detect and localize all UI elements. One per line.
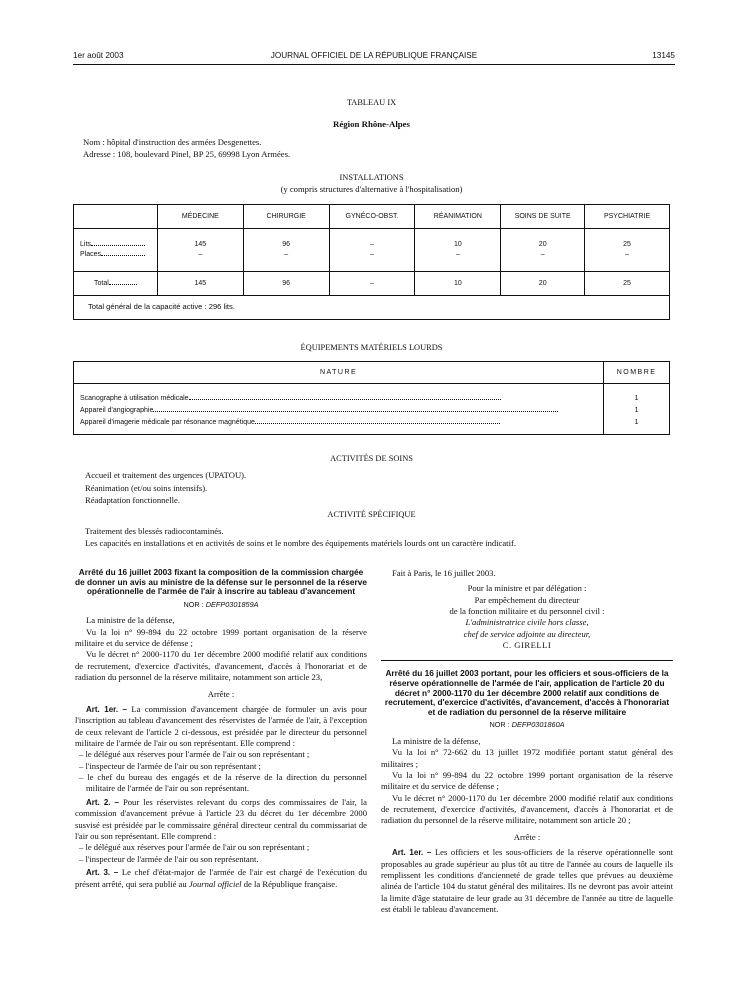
table-cell: 10 – [415,229,501,272]
arrete-title: Arrêté du 16 juillet 2003 portant, pour les officiers et sous-officiers de la réserve opérationnelle de l'armée de l'air, application de l'article 20 du décret n° 2000-1170 du 1er décembre 2000 relatif aux conditions de recrutement, d'exercice d'activités, d'avancement, d'accès à l'honorariat et de radiation du personnel de la réserve militaire [384,668,670,717]
table-cell: 25 – [585,229,670,272]
table-cell: 10 [415,272,501,296]
equipements-labels [74,384,604,435]
arrete-left-column [75,568,367,890]
article-1: Art. 1er. – Les officiers et les sous-officiers de la réserve opérationnelle sont proposables au grade supérieur au plus tôt au titre de l'année au cours de laquelle ils remplissent les conditions d'ancienneté de grade telles que prévues au deuxième alinéa de l'article 104 du statut général des militaires. Ils ne devront pas avoir atteint la limite d'âge statutaire de leur grade au 31 décembre de l'année au titre de laquelle est établi le tableau d'avancement. [381,847,674,915]
paragraph: Vu le décret n° 2000-1170 du 1er décembre 2000 modifié relatif aux conditions de recrutement, d'exercice d'activités, d'avancement, d'accès à l'honorariat et de radiation du personnel de la réserve militaire, notamment son article 20 ; [381,792,673,826]
table-cell: 25 [585,272,670,296]
list-item: Réadaptation fonctionnelle. [85,495,180,506]
equipements-body-row [74,384,670,435]
list-item: Réanimation (et/ou soins intensifs). [85,482,208,493]
paragraph: Vu le décret n° 2000-1170 du 1er décembre 2000 modifié relatif aux conditions de recrutement, d'exercice d'activités, d'avancement, d'accès à l'honorariat et de radiation du personnel de la réserve militaire, notamment son article 23, [75,649,367,683]
equipements-table [73,361,670,435]
indicative-note: Les capacités en installations et en activités de soins et le nombre des équipements matériels lourds ont un caractère indicatif. [85,538,516,548]
paragraph: Vu la loi n° 72-662 du 13 juillet 1972 modifiée portant statut général des militaires ; [381,747,673,769]
header-journal-title: JOURNAL OFFICIEL DE LA RÉPUBLIQUE FRANÇAISE [270,51,478,60]
list-item: – le délégué aux réserves pour l'armée de l'air ou son représentant ; [79,749,310,760]
list-item: – le chef du bureau des engagés et de la réserve de la direction du personnel militaire de l'armée de l'air ou son représentant. [79,772,367,794]
hospital-address: Adresse : 108, boulevard Pinel, BP 25, 69998 Lyon Armées. [83,149,291,159]
equipements-counts [604,384,670,435]
signatory-name: C. GIRELLI [502,640,552,651]
list-item: Appareil d'angiographie [80,405,597,417]
header-empty-cell [74,205,158,229]
paragraph: La ministre de la défense, [86,615,175,626]
list-item: Scanographe à utilisation médicale [80,393,597,405]
row-label-places: Places [80,251,102,258]
article-2: Art. 2. – Pour les réservistes relevant du corps des commissaires de l'air, la commission d'avancement prévue à l'article 23 du décret du 1er décembre 2000 susvisé est présidée par le commissaire général directeur central du commissariat de l'air ou son représentant. Elle comprend : [75,796,367,842]
col-header: PSYCHIATRIE [585,205,670,229]
activites-title: ACTIVITÉS DE SOINS [330,454,413,463]
installations-table [73,204,670,320]
equipements-title: ÉQUIPEMENTS MATÉRIELS LOURDS [300,343,443,352]
arrete-label: Arrête : [207,688,235,699]
header-rule [73,64,675,65]
count-cell: 1 [634,407,639,414]
table-cell: 145 – [157,229,243,272]
row-label-total: Total [94,279,109,287]
count-cell: 1 [634,395,639,402]
count-cell: 1 [634,419,639,426]
arrete-right-column [381,568,673,915]
header-page-number: 13145 [652,51,675,60]
installations-subtitle: (y compris structures d'alternative à l'hospitalisation) [280,184,463,194]
lits-places-row [74,229,670,272]
separator [381,660,673,661]
col-header: RÉANIMATION [415,205,501,229]
col-header: MÉDECINE [157,205,243,229]
table-cell: 20 – [501,229,585,272]
col-header: SOINS DE SUITE [501,205,585,229]
row-label-total-cell [74,272,158,296]
arrete-title: Arrêté du 16 juillet 2003 fixant la composition de la commission chargée de donner un avis au ministre de la défense sur le personnel de la réserve opérationnelle de l'armée de l'air à inscrire au tableau d'avancement [75,567,367,597]
row-label-lits: Lits [80,241,91,248]
list-item: – l'inspecteur de l'armée de l'air ou son représentant ; [79,760,261,771]
signature-block: Pour la ministre et par délégation : Par empêchement du directeur de la fonction militaire et du personnel civil : L'administratrice civile hors classe, chef de service adjointe au directeur, C. GIRELLI [381,583,673,651]
equipements-header-row [74,362,670,384]
signature-date: Fait à Paris, le 16 juillet 2003. [392,568,496,578]
list-item: Accueil et traitement des urgences (UPATOU). [85,470,247,480]
general-total: Total général de la capacité active : 296 lits. [74,296,670,320]
col-header: GYNÉCO-OBST. [329,205,415,229]
hospital-name: Nom : hôpital d'instruction des armées Desgenettes. [83,137,262,147]
tableau-region: Région Rhône-Alpes [333,119,410,129]
table-cell: – – [329,229,415,272]
paragraph: Vu la loi n° 99-894 du 22 octobre 1999 portant organisation de la réserve militaire et du service de défense ; [381,770,673,792]
header-date: 1er août 2003 [73,51,124,60]
specifique-title: ACTIVITÉ SPÉCIFIQUE [327,510,416,519]
row-labels [74,229,158,272]
installations-title: INSTALLATIONS [339,173,404,182]
col-header: CHIRURGIE [243,205,329,229]
table-cell: 145 [157,272,243,296]
article-3: Art. 3. – Le chef d'état-major de l'armée de l'air est chargé de l'exécution du présent arrêté, qui sera publié au Journal officiel de la République française. [75,867,368,889]
paragraph: La ministre de la défense, [392,736,481,747]
tableau-number: TABLEAU IX [346,98,397,107]
table-cell: 96 [243,272,329,296]
nor-reference: NOR : DEFP0301859A [183,599,259,609]
table-cell: – [329,272,415,296]
paragraph: Vu la loi n° 99-894 du 22 octobre 1999 portant organisation de la réserve militaire et du service de défense ; [75,626,367,649]
list-item: – le délégué aux réserves pour l'armée de l'air ou son représentant ; [79,842,310,853]
table-cell: 96 – [243,229,329,272]
table-cell: 20 [501,272,585,296]
list-item: Appareil d'imagerie médicale par résonance magnétique [80,417,597,429]
col-header-nombre: NOMBRE [604,362,670,384]
list-item: – l'inspecteur de l'armée de l'air ou son représentant. [79,853,259,864]
nor-reference: NOR : DEFP0301860A [489,720,565,730]
activites-list [85,469,246,507]
arrete-label: Arrête : [513,831,541,842]
installations-header-row [74,205,670,229]
specifique-line: Traitement des blessés radiocontaminés. [85,526,224,536]
total-row [74,272,670,296]
col-header-nature: NATURE [74,362,604,384]
running-header [73,51,675,63]
general-total-row [74,296,670,320]
article-1: Art. 1er. – La commission d'avancement chargée de formuler un avis pour l'inscription au tableau d'avancement des réservistes de l'armée de l'air, à l'exception de ceux relevant de l'article 2 ci-dessous, est présidée par le directeur du personnel militaire de l'armée de l'air ou son représentant. Elle comprend : [75,703,368,749]
